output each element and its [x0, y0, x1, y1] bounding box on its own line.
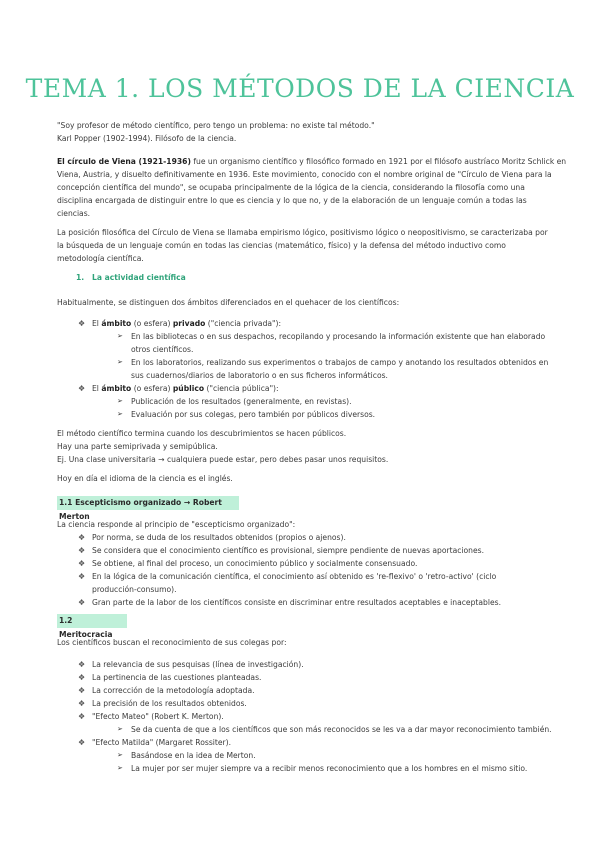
private-mid: (o esfera) — [133, 319, 171, 328]
vienna-line-1 — [57, 155, 566, 169]
public-sub-1: Publicación de los resultados (generalmente, en revistas). — [131, 397, 352, 406]
note-line-3: Ej. Una clase universitaria → cualquiera puede estar, pero debes pasar unos requisitos. — [57, 455, 389, 464]
matilda-sub-1: Basándose en la idea de Merton. — [131, 751, 256, 760]
arrow-bullet-icon: ➢ — [117, 764, 123, 772]
merit-item-3: La corrección de la metodología adoptada. — [92, 686, 255, 695]
private-sub-2a: En los laboratorios, realizando sus experimentos o trabajos de campo y anotando los resultados obtenidos en — [131, 358, 549, 367]
vienna-line-5: ciencias. — [57, 209, 91, 218]
arrow-bullet-icon: ➢ — [117, 751, 123, 759]
diamond-bullet-icon: ❖ — [78, 686, 86, 695]
vienna-line-3: concepción científica del mundo", se ocupaba principalmente de la lógica de la ciencia, considerando la filosofía como una — [57, 183, 525, 192]
private-sub-2b: sus cuadernos/diarios de laboratorio o en sus ficheros informáticos. — [131, 371, 388, 380]
diamond-bullet-icon: ❖ — [78, 738, 86, 747]
diamond-bullet-icon: ❖ — [78, 559, 86, 568]
skepticism-intro: La ciencia responde al principio de "escepticismo organizado": — [57, 520, 296, 529]
diamond-bullet-icon: ❖ — [78, 319, 86, 328]
public-pre: El — [92, 384, 99, 393]
diamond-bullet-icon: ❖ — [78, 712, 86, 721]
public-post: ("ciencia pública"): — [206, 384, 279, 393]
mateo-sub: Se da cuenta de que a los científicos que son más reconocidos se les va a dar mayor reconocimiento también. — [131, 725, 552, 734]
merit-item-4: La precisión de los resultados obtenidos. — [92, 699, 247, 708]
note-line-2: Hay una parte semiprivada y semipública. — [57, 442, 218, 451]
private-post: ("ciencia privada"): — [207, 319, 282, 328]
note-line-1: El método científico termina cuando los descubrimientos se hacen públicos. — [57, 429, 347, 438]
skepticism-item-5: Gran parte de la labor de los científicos consiste en discriminar entre resultados aceptables e inaceptables. — [92, 598, 502, 607]
public-sub-2: Evaluación por sus colegas, pero también por públicos diversos. — [131, 410, 376, 419]
merit-item-1: La relevancia de sus pesquisas (línea de investigación). — [92, 660, 304, 669]
arrow-bullet-icon: ➢ — [117, 358, 123, 366]
position-line-1: La posición filosófica del Círculo de Viena se llamaba empirismo lógico, positivismo lógico o neopositivismo, se caracterizaba por — [57, 228, 548, 237]
arrow-bullet-icon: ➢ — [117, 725, 123, 733]
private-sub-1b: otros científicos. — [131, 345, 194, 354]
position-line-3: metodología científica. — [57, 254, 144, 263]
diamond-bullet-icon: ❖ — [78, 572, 86, 581]
vienna-line-2: Viena, Austria, y disuelto definitivamente en 1936. Este movimiento, conocido con el nombre original de "Círculo de Viena para la — [57, 170, 552, 179]
section-1-number: 1. — [76, 273, 85, 282]
vienna-term: El círculo de Viena (1921-1936) — [57, 157, 191, 166]
merit-item-2: La pertinencia de las cuestiones planteadas. — [92, 673, 262, 682]
merit-item-6: "Efecto Matilda" (Margaret Rossiter). — [92, 738, 232, 747]
skepticism-item-4b: producción-consumo). — [92, 585, 177, 594]
page-title: TEMA 1. LOS MÉTODOS DE LA CIENCIA — [25, 74, 575, 103]
merit-item-5: "Efecto Mateo" (Robert K. Merton). — [92, 712, 224, 721]
arrow-bullet-icon: ➢ — [117, 410, 123, 418]
english-note: Hoy en día el idioma de la ciencia es el inglés. — [57, 474, 233, 483]
arrow-bullet-icon: ➢ — [117, 397, 123, 405]
private-sub-1a: En las bibliotecas o en sus despachos, recopilando y procesando la información existente que han elaborado — [131, 332, 546, 341]
public-scope-item — [92, 382, 279, 396]
section-1-1-heading: 1.1 Escepticismo organizado → Robert Merton — [57, 496, 239, 510]
diamond-bullet-icon: ❖ — [78, 546, 86, 555]
skepticism-item-1: Por norma, se duda de los resultados obtenidos (propios o ajenos). — [92, 533, 346, 542]
diamond-bullet-icon: ❖ — [78, 384, 86, 393]
private-scope-item — [92, 317, 281, 331]
domains-intro: Habitualmente, se distinguen dos ámbitos diferenciados en el quehacer de los científicos: — [57, 298, 400, 307]
private-kind: privado — [172, 319, 206, 328]
section-1-heading: La actividad científica — [92, 273, 186, 282]
diamond-bullet-icon: ❖ — [78, 598, 86, 607]
public-mid: (o esfera) — [133, 384, 171, 393]
diamond-bullet-icon: ❖ — [78, 699, 86, 708]
position-line-2: la búsqueda de un lenguaje común en todas las ciencias (matemático, físico) y la defensa del método inductivo como — [57, 241, 506, 250]
public-kind: público — [172, 384, 205, 393]
diamond-bullet-icon: ❖ — [78, 660, 86, 669]
skepticism-item-4: En la lógica de la comunicación científica, el conocimiento así obtenido es 're-flexivo' o 'retro-activo' (ciclo — [92, 572, 497, 581]
popper-author: Karl Popper (1902-1994). Filósofo de la ciencia. — [57, 134, 237, 143]
private-pre: El — [92, 319, 99, 328]
vienna-line-4: disciplina encargada de distinguir entre lo que es ciencia y lo que no, y de la elaboración de un lenguaje común a todas las — [57, 196, 527, 205]
private-word: ámbito — [101, 319, 132, 328]
matilda-sub-2: La mujer por ser mujer siempre va a recibir menos reconocimiento que a los hombres en el mismo sitio. — [131, 764, 528, 773]
arrow-bullet-icon: ➢ — [117, 332, 123, 340]
diamond-bullet-icon: ❖ — [78, 673, 86, 682]
merit-intro: Los científicos buscan el reconocimiento de sus colegas por: — [57, 638, 287, 647]
popper-quote: "Soy profesor de método científico, pero tengo un problema: no existe tal método." — [57, 121, 375, 130]
public-word: ámbito — [101, 384, 132, 393]
skepticism-item-2: Se considera que el conocimiento científico es provisional, siempre pendiente de nuevas aportaciones. — [92, 546, 485, 555]
section-1-2-heading: 1.2 Meritocracia — [57, 614, 127, 628]
skepticism-item-3: Se obtiene, al final del proceso, un conocimiento público y socialmente consensuado. — [92, 559, 418, 568]
diamond-bullet-icon: ❖ — [78, 533, 86, 542]
vienna-text-1: fue un organismo científico y filosófico formado en 1921 por el filósofo austríaco Moritz Schlick en — [193, 157, 567, 166]
